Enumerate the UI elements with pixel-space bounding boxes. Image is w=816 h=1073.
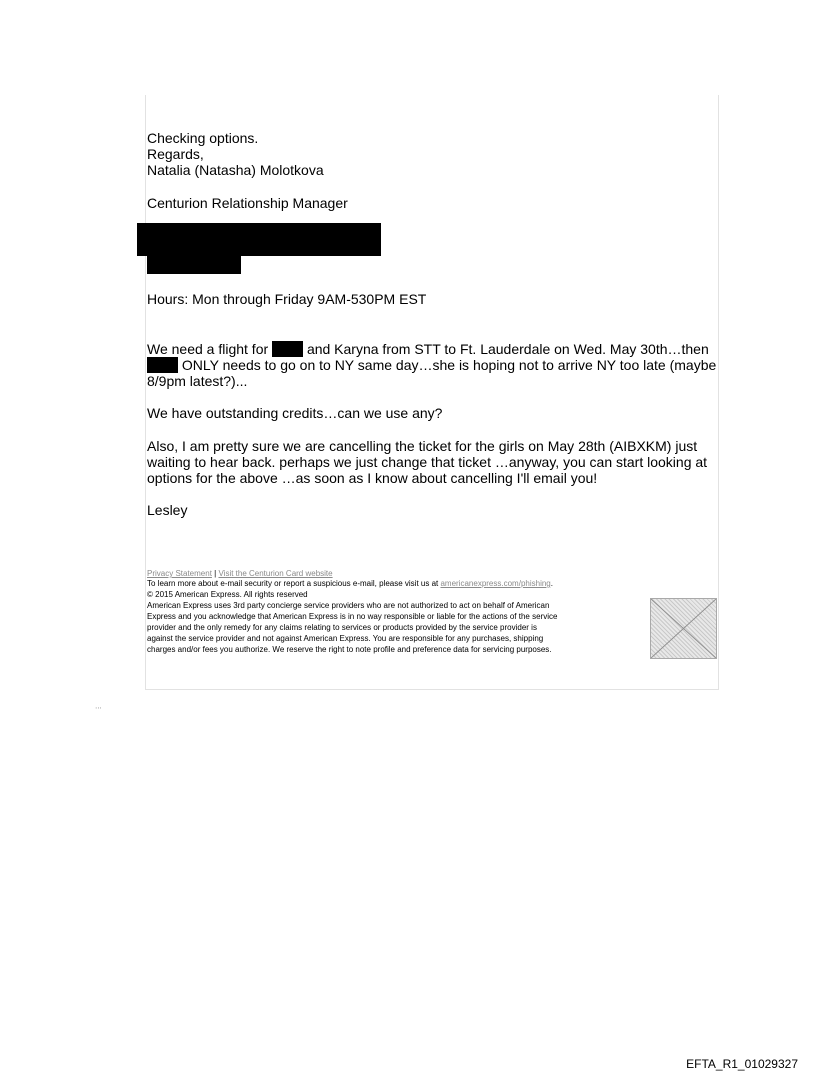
sender-name: Natalia (Natasha) Molotkova xyxy=(147,162,324,178)
reply-line-regards: Regards, xyxy=(147,146,204,162)
message-line: We have outstanding credits…can we use any? xyxy=(147,405,443,421)
phishing-end: . xyxy=(550,579,553,588)
message-signature: Lesley xyxy=(147,502,188,518)
message-line: Also, I am pretty sure we are cancelling the ticket for the girls on May 28th (AIBXKM) just xyxy=(147,438,698,454)
copyright: © 2015 American Express. All rights reserved xyxy=(147,590,308,599)
disclaimer-line: American Express uses 3rd party concierge service providers who are not authorized to act on behalf of American xyxy=(147,601,550,610)
reply-line-checking: Checking options. xyxy=(147,130,259,146)
disclaimer-line: against the service provider and not against American Express. You are responsible for any purchases, shipping xyxy=(147,634,544,643)
broken-image-icon xyxy=(650,598,717,659)
redaction-block xyxy=(137,223,381,256)
footer-links xyxy=(147,569,333,579)
disclaimer-line: charges and/or fees you authorize. We reserve the right to note profile and preference data for servicing purposes. xyxy=(147,645,552,654)
privacy-statement-link[interactable]: Privacy Statement xyxy=(147,569,212,578)
office-hours: Hours: Mon through Friday 9AM-530PM EST xyxy=(147,291,427,307)
sender-title: Centurion Relationship Manager xyxy=(147,195,348,211)
centurion-website-link[interactable]: Visit the Centurion Card website xyxy=(218,569,333,578)
redaction-block xyxy=(147,256,241,274)
message-line: 8/9pm latest?)... xyxy=(147,373,248,389)
phishing-link[interactable]: americanexpress.com/phishing xyxy=(440,579,551,588)
stray-mark: ⋯ xyxy=(95,705,102,712)
message-text: and Karyna from STT to Ft. Lauderdale on Wed. May 30th…then xyxy=(306,341,709,357)
message-text: ONLY needs to go on to NY same day…she is hoping not to arrive NY too late (maybe xyxy=(181,357,717,373)
redaction-inline xyxy=(147,357,178,373)
phishing-notice xyxy=(147,579,553,589)
disclaimer-line: provider and the only remedy for any claims relating to services or products provided by the service provider is xyxy=(147,623,537,632)
message-line: waiting to hear back. perhaps we just change that ticket …anyway, you can start looking at xyxy=(147,454,708,470)
phishing-text: To learn more about e-mail security or report a suspicious e-mail, please visit us at xyxy=(147,579,439,588)
message-text: We need a flight for xyxy=(147,341,269,357)
disclaimer-line: Express and you acknowledge that American Express is in no way responsible or liable for the actions of the service xyxy=(147,612,558,621)
redaction-inline xyxy=(272,341,303,357)
footer-separator: | xyxy=(214,569,217,578)
message-line xyxy=(147,341,709,357)
page-identifier: EFTA_R1_01029327 xyxy=(686,1057,798,1071)
message-line: options for the above …as soon as I know about cancelling I'll email you! xyxy=(147,470,598,486)
message-line xyxy=(147,357,716,373)
